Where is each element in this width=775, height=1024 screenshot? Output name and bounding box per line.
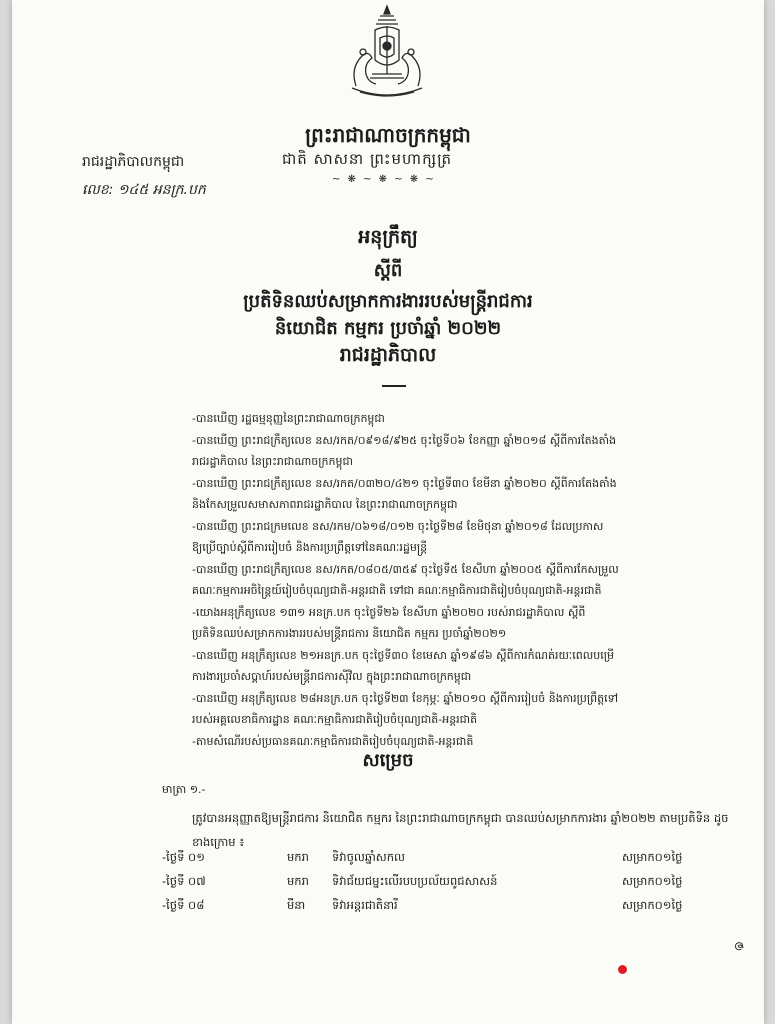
title-subject-line2: និយោជិត កម្មករ ប្រចាំឆ្នាំ ២០២២ (274, 318, 502, 339)
list-item: រាជរដ្ឋាភិបាល នៃព្រះរាជាណាចក្រកម្ពុជា (192, 455, 353, 468)
table-row (162, 898, 722, 922)
title-divider (382, 385, 406, 387)
holiday-list (162, 850, 722, 922)
list-item: និងកែសម្រួលសមាសភាពរាជរដ្ឋាភិបាល នៃព្រះរាជាណាចក្រកម្ពុជា (192, 498, 458, 511)
title-about: ស្ដីពី (373, 260, 403, 281)
list-item: ប្រតិទិនឈប់សម្រាកការងាររបស់មន្ត្រីរាជការ និយោជិត កម្មករ ប្រចាំឆ្នាំ២០២១ (192, 627, 507, 640)
decision-heading: សម្រេច (362, 750, 414, 771)
holiday-date: -ថ្ងៃទី ០៧ (162, 874, 206, 888)
royal-coat-of-arms-emblem (342, 4, 432, 100)
government-name: រាជរដ្ឋាភិបាលកម្ពុជា (82, 154, 185, 170)
holiday-month: មករា (287, 850, 309, 864)
list-item: -តាមសំណើរបស់ប្រធានគណៈកម្មាធិការជាតិរៀបចំបុណ្យជាតិ-អន្តរជាតិ (192, 734, 474, 748)
list-item: -បានឃើញ ព្រះរាជក្រឹត្យលេខ នស/រកត/០៩១៨/៩២៥ ចុះថ្ងៃទី០៦ ខែកញ្ញា ឆ្នាំ២០១៨ ស្ដីពីការតែងតាំង (192, 433, 617, 447)
list-item: -យោងអនុក្រឹត្យលេខ ១៣១ អនក្រ.បក ចុះថ្ងៃទី២៦ ខែសីហា ឆ្នាំ២០២០ របស់រាជរដ្ឋាភិបាល ស្ដីពី (192, 605, 586, 619)
list-item: -បានឃើញ ព្រះរាជក្រឹត្យលេខ នស/រកត/០៨០៥/៣៥៩ ចុះថ្ងៃទី៥ ខែសីហា ឆ្នាំ២០០៥ ស្ដីពីការកែសម្រួល (192, 562, 619, 576)
article-body: ត្រូវបានអនុញ្ញាតឱ្យមន្ត្រីរាជការ និយោជិត កម្មករ នៃព្រះរាជាណាចក្រកម្ពុជា បានឈប់សម្រាកការងារ ឆ្នាំ២០២២ តាមប្រតិទិន ដូចខាងក្រោម ៖ (192, 811, 729, 849)
issuing-authority: រាជរដ្ឋាភិបាល (339, 344, 437, 366)
title-subject-line1: ប្រតិទិនឈប់សម្រាកការងាររបស់មន្ត្រីរាជការ (243, 291, 533, 312)
list-item: ការងារប្រចាំសប្ដាហ៍របស់មន្ត្រីរាជការស៊ីវិល ក្នុងព្រះរាជាណាចក្រកម្ពុជា (192, 670, 472, 683)
signature-mark: ဇ (734, 934, 745, 955)
list-item: -បានឃើញ អនុក្រឹត្យលេខ ២១អនក្រ.បក ចុះថ្ងៃទី៣០ ខែមេសា ឆ្នាំ១៩៨៦ ស្ដីពីការកំណត់រយៈពេលបម្រើ (192, 648, 614, 662)
holiday-days: សម្រាក០១ថ្ងៃ (622, 850, 683, 864)
document-page (12, 0, 764, 1024)
table-row (162, 874, 722, 898)
red-dot-marker (618, 965, 627, 974)
list-item: -បានឃើញ ព្រះរាជក្រឹត្យលេខ នស/រកត/០៣២០/៤២១ ចុះថ្ងៃទី៣០ ខែមីនា ឆ្នាំ២០២០ ស្ដីពីការតែងតាំង (192, 476, 617, 490)
holiday-days: សម្រាក០១ថ្ងៃ (622, 898, 683, 912)
considerations-list (192, 408, 712, 752)
list-item: -បានឃើញ រដ្ឋធម្មនុញ្ញនៃព្រះរាជាណាចក្រកម្ពុជា (192, 412, 385, 425)
holiday-month: មករា (287, 874, 309, 888)
reference-number: លេខ: ១៤៥ អនក្រ.បក (82, 182, 206, 198)
list-item: ឱ្យប្រើច្បាប់ស្ដីពីការរៀបចំ និងការប្រព្រឹត្តទៅនៃគណៈរដ្ឋមន្ត្រី (192, 541, 428, 554)
article-label: មាត្រា ១.- (162, 783, 206, 796)
kingdom-heading: ព្រះរាជាណាចក្រកម្ពុជា (305, 123, 471, 147)
motto-decoration: ~ ❋ ~ ❋ ~ ❋ ~ (332, 174, 436, 185)
list-item: -បានឃើញ ព្រះរាជក្រមលេខ នស/រកម/០៦១៨/០១២ ចុះថ្ងៃទី២៨ ខែមិថុនា ឆ្នាំ២០១៨ ដែលប្រកាស (192, 519, 604, 533)
holiday-name: ទិវាចូលឆ្នាំសកល (332, 850, 405, 864)
holiday-days: សម្រាក០១ថ្ងៃ (622, 874, 683, 888)
holiday-date: -ថ្ងៃទី ០១ (162, 850, 205, 864)
holiday-name: ទិវាអន្តរជាតិនារី (332, 898, 398, 912)
list-item: របស់អគ្គលេខាធិការដ្ឋាន គណៈកម្មាធិការជាតិរៀបចំបុណ្យជាតិ-អន្តរជាតិ (192, 713, 478, 726)
list-item: -បានឃើញ អនុក្រឹត្យលេខ ២៨អនក្រ.បក ចុះថ្ងៃទី២៣ ខែកុម្ភៈ ឆ្នាំ២០១០ ស្ដីពីការរៀបចំ និងការប្រព្រឹត្តទៅ (192, 691, 619, 705)
table-row (162, 850, 722, 874)
holiday-name: ទិវាជ័យជម្នះលើរបបប្រល័យពូជសាសន៍ (332, 874, 498, 888)
list-item: គណៈកម្មការអចិន្ត្រៃយ៍រៀបចំបុណ្យជាតិ-អន្តរជាតិ ទៅជា គណៈកម្មាធិការជាតិរៀបចំបុណ្យជាតិ-អន្តរជាតិ (192, 584, 602, 597)
holiday-month: មីនា (287, 898, 306, 912)
national-motto: ជាតិ សាសនា ព្រះមហាក្សត្រ (282, 150, 453, 168)
document-type-title: អនុក្រឹត្យ (358, 226, 418, 248)
holiday-date: -ថ្ងៃទី ០៨ (162, 898, 205, 912)
